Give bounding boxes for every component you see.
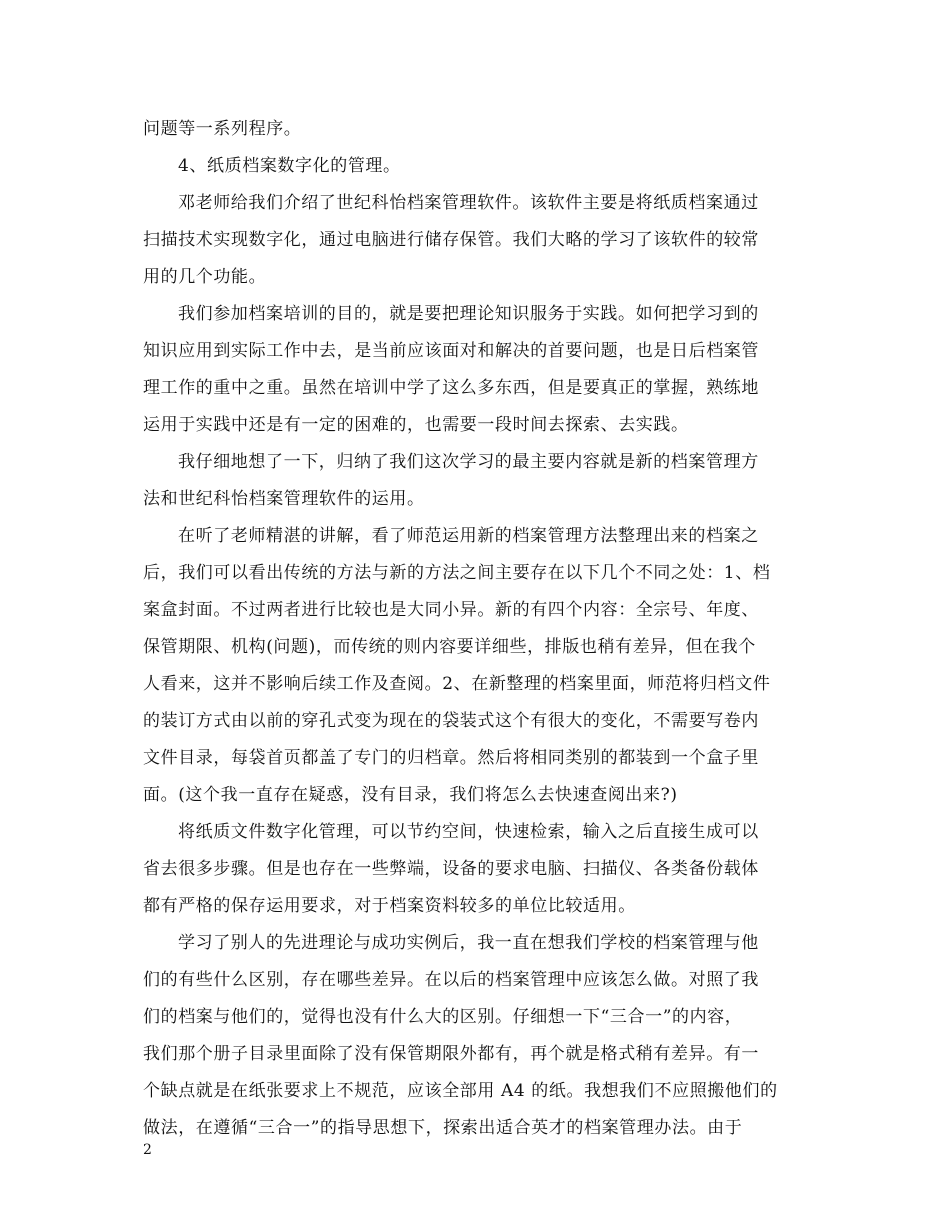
text-line: 都有严格的保存运用要求，对于档案资料较多的单位比较适用。 bbox=[143, 896, 636, 916]
text-line: 文件目录，每袋首页都盖了专门的归档章。然后将相同类别的都装到一个盒子里 bbox=[143, 748, 759, 768]
text-line: 问题等一系列程序。 bbox=[143, 119, 302, 139]
text-line: 在听了老师精湛的讲解，看了师范运用新的档案管理方法整理出来的档案之 bbox=[178, 526, 759, 546]
text-line: 将纸质文件数字化管理，可以节约空间，快速检索，输入之后直接生成可以 bbox=[178, 822, 759, 842]
section-heading: 4、纸质档案数字化的管理。 bbox=[178, 156, 401, 176]
text-line: 扫描技术实现数字化，通过电脑进行储存保管。我们大略的学习了该软件的较常 bbox=[143, 230, 759, 250]
text-line: 做法，在遵循“三合一”的指导思想下，探索出适合英才的档案管理办法。由于 bbox=[143, 1118, 743, 1138]
page-number: 2 bbox=[143, 1142, 152, 1158]
text-line: 我们参加档案培训的目的，就是要把理论知识服务于实践。如何把学习到的 bbox=[178, 304, 759, 324]
text-line: 面。(这个我一直存在疑惑，没有目录，我们将怎么去快速查阅出来?) bbox=[143, 785, 678, 805]
text-line: 省去很多步骤。但是也存在一些弊端，设备的要求电脑、扫描仪、各类备份载体 bbox=[143, 859, 759, 879]
text-line: 理工作的重中之重。虽然在培训中学了这么多东西，但是要真正的掌握，熟练地 bbox=[143, 378, 759, 398]
text-line: 邓老师给我们介绍了世纪科怡档案管理软件。该软件主要是将纸质档案通过 bbox=[178, 193, 759, 213]
text-line: 们的有些什么区别，存在哪些差异。在以后的档案管理中应该怎么做。对照了我 bbox=[143, 970, 759, 990]
text-line: 我仔细地想了一下，归纳了我们这次学习的最主要内容就是新的档案管理方 bbox=[178, 452, 759, 472]
text-line: 的装订方式由以前的穿孔式变为现在的袋装式这个有很大的变化，不需要写卷内 bbox=[143, 711, 759, 731]
text-line: 知识应用到实际工作中去，是当前应该面对和解决的首要问题，也是日后档案管 bbox=[143, 341, 759, 361]
text-line: 学习了别人的先进理论与成功实例后，我一直在想我们学校的档案管理与他 bbox=[178, 933, 759, 953]
text-line: 人看来，这并不影响后续工作及查阅。2、在新整理的档案里面，师范将归档文件 bbox=[143, 674, 771, 694]
text-line: 法和世纪科怡档案管理软件的运用。 bbox=[143, 489, 425, 509]
text-line: 用的几个功能。 bbox=[143, 267, 267, 287]
text-line: 我们那个册子目录里面除了没有保管期限外都有，再个就是格式稍有差异。有一 bbox=[143, 1044, 759, 1064]
text-line: 运用于实践中还是有一定的困难的，也需要一段时间去探索、去实践。 bbox=[143, 415, 689, 435]
text-line: 案盒封面。不过两者进行比较也是大同小异。新的有四个内容：全宗号、年度、 bbox=[143, 600, 759, 620]
text-line: 个缺点就是在纸张要求上不规范，应该全部用 A4 的纸。我想我们不应照搬他们的 bbox=[143, 1081, 778, 1101]
text-line: 们的档案与他们的，觉得也没有什么大的区别。仔细想一下“三合一”的内容， bbox=[143, 1007, 743, 1027]
text-line: 后，我们可以看出传统的方法与新的方法之间主要存在以下几个不同之处：1、档 bbox=[143, 563, 771, 583]
text-line: 保管期限、机构(问题)，而传统的则内容要详细些，排版也稍有差异，但在我个 bbox=[143, 637, 756, 657]
